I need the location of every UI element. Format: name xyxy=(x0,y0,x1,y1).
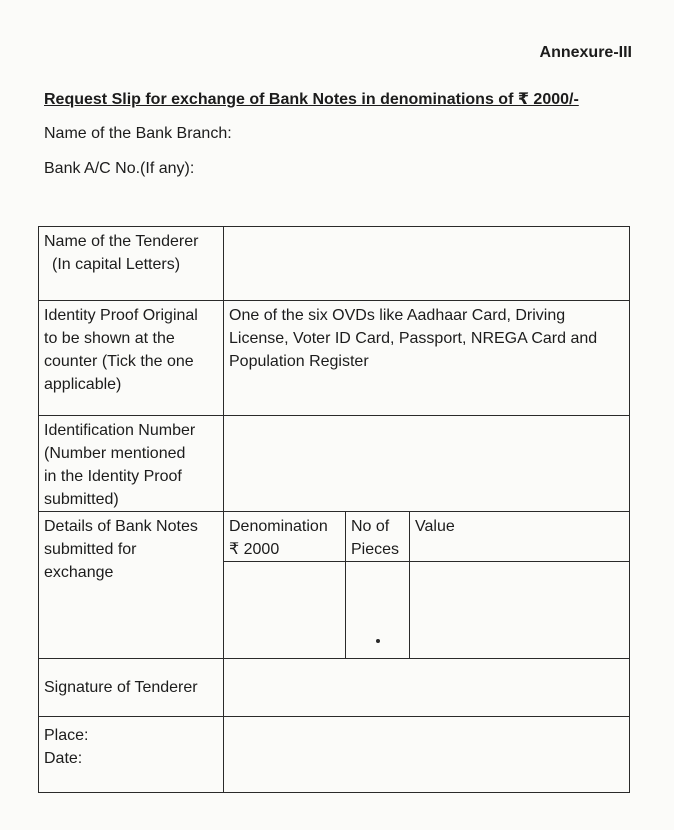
denomination-entry[interactable] xyxy=(224,562,346,659)
request-slip-table xyxy=(38,226,630,793)
ink-dot-mark xyxy=(376,639,380,643)
table-row-tenderer-name xyxy=(39,227,630,301)
page-title: Request Slip for exchange of Bank Notes in denominations of ₹ 2000/- xyxy=(44,91,579,108)
signature-input[interactable] xyxy=(224,659,630,717)
tenderer-name-input[interactable] xyxy=(224,227,630,301)
account-number-field: Bank A/C No.(If any): xyxy=(44,160,195,177)
annexure-label: Annexure-III xyxy=(539,44,632,61)
table-row-signature xyxy=(39,659,630,717)
tenderer-name-label: Name of the Tenderer (In capital Letters) xyxy=(39,227,224,301)
identity-proof-options[interactable]: One of the six OVDs like Aadhaar Card, Driving License, Voter ID Card, Passport, NREGA Card and Population Register xyxy=(224,301,630,416)
denomination-header: Denomination ₹ 2000 xyxy=(224,512,346,562)
signature-label: Signature of Tenderer xyxy=(39,659,224,717)
table-row-bank-notes-header xyxy=(39,512,630,562)
identity-proof-label: Identity Proof Original to be shown at the counter (Tick the one applicable) xyxy=(39,301,224,416)
place-date-input[interactable] xyxy=(224,717,630,793)
identification-number-label: Identification Number (Number mentioned in the Identity Proof submitted) xyxy=(39,416,224,512)
bank-branch-field: Name of the Bank Branch: xyxy=(44,125,232,142)
table-row-identity-proof xyxy=(39,301,630,416)
value-entry[interactable] xyxy=(410,562,630,659)
pieces-header: No of Pieces xyxy=(346,512,410,562)
table-row-place-date xyxy=(39,717,630,793)
bank-notes-label: Details of Bank Notes submitted for exchange xyxy=(39,512,224,659)
table-row-identification-number xyxy=(39,416,630,512)
value-header: Value xyxy=(410,512,630,562)
pieces-entry[interactable] xyxy=(346,562,410,659)
identification-number-input[interactable] xyxy=(224,416,630,512)
place-date-label: Place: Date: xyxy=(39,717,224,793)
